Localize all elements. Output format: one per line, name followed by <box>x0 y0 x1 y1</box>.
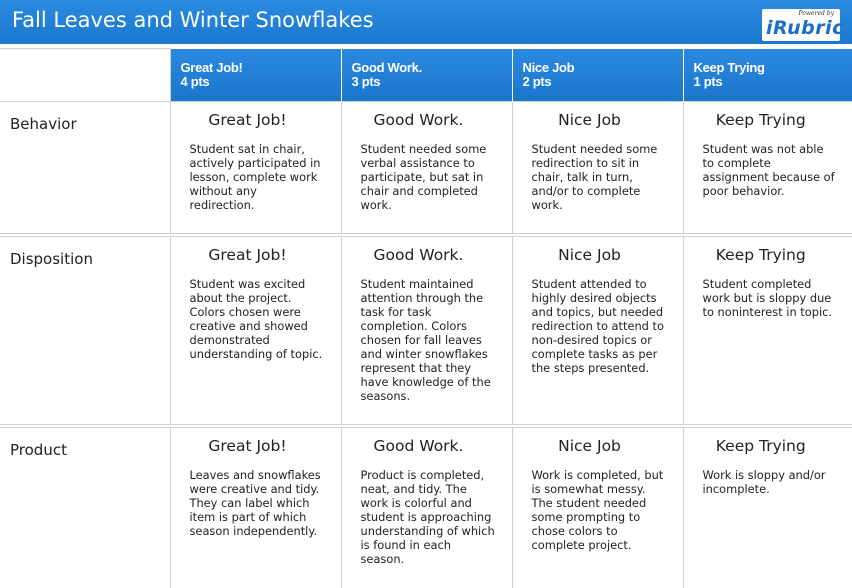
rubric-cell[interactable] <box>512 237 683 425</box>
page-title: Fall Leaves and Winter Snowflakes <box>12 8 374 32</box>
cell-description: Student completed work but is sloppy due to noninterest in topic. <box>703 277 839 319</box>
rubric-cell[interactable] <box>341 237 512 425</box>
cell-description: Student maintained attention through the task for task completion. Colors chosen for fall leaves and winter snowflakes represent that they have knowledge of the seasons. <box>361 277 496 403</box>
cell-description: Student sat in chair, actively participated in lesson, complete work without any redirection. <box>190 142 325 212</box>
rubric-cell[interactable] <box>683 237 852 425</box>
irubric-logo[interactable] <box>762 9 840 41</box>
rubric-cell[interactable] <box>683 102 852 234</box>
cell-description: Student needed some redirection to sit in chair, talk in turn, and/or to complete work. <box>532 142 667 212</box>
rubric-cell[interactable] <box>512 102 683 234</box>
cell-description: Student attended to highly desired objects and topics, but needed redirection to attend to non-desired topics or complete tasks as per the steps presented. <box>532 277 667 375</box>
level-header-row <box>0 49 852 102</box>
rubric-cell[interactable] <box>512 428 683 588</box>
rubric-table <box>0 48 852 588</box>
cell-title: Good Work. <box>342 437 496 455</box>
cell-title: Nice Job <box>513 111 667 129</box>
level-header-4 <box>170 49 341 102</box>
criterion-name: Product <box>10 441 67 459</box>
level-name: Good Work. <box>352 61 512 75</box>
level-name: Keep Trying <box>694 61 852 75</box>
criterion-cell <box>0 237 170 425</box>
cell-title: Great Job! <box>171 437 325 455</box>
cell-description: Product is completed, neat, and tidy. The work is colorful and student is approaching understanding of which is found in each season. <box>361 468 496 566</box>
logo-name: iRubric <box>766 17 844 39</box>
cell-title: Nice Job <box>513 246 667 264</box>
cell-description: Student was excited about the project. Colors chosen were creative and showed demonstrated understanding of topic. <box>190 277 325 361</box>
level-header-3 <box>341 49 512 102</box>
criterion-cell <box>0 102 170 234</box>
cell-title: Keep Trying <box>684 246 839 264</box>
title-bar <box>0 0 852 44</box>
level-header-1 <box>683 49 852 102</box>
rubric-cell[interactable] <box>683 428 852 588</box>
criterion-row-disposition <box>0 237 852 425</box>
rubric-cell[interactable] <box>170 428 341 588</box>
cell-title: Good Work. <box>342 111 496 129</box>
corner-cell <box>0 49 170 102</box>
level-points: 2 pts <box>523 75 683 89</box>
cell-title: Great Job! <box>171 111 325 129</box>
criterion-name: Disposition <box>10 250 93 268</box>
rubric-cell[interactable] <box>341 428 512 588</box>
cell-description: Leaves and snowflakes were creative and tidy. They can label which item is part of which season independently. <box>190 468 325 538</box>
level-name: Great Job! <box>181 61 341 75</box>
level-points: 4 pts <box>181 75 341 89</box>
cell-title: Nice Job <box>513 437 667 455</box>
cell-title: Keep Trying <box>684 111 839 129</box>
cell-title: Good Work. <box>342 246 496 264</box>
level-header-2 <box>512 49 683 102</box>
cell-description: Work is completed, but is somewhat messy. The student needed some prompting to chose colors to complete project. <box>532 468 667 552</box>
rubric-cell[interactable] <box>170 237 341 425</box>
cell-title: Great Job! <box>171 246 325 264</box>
criterion-name: Behavior <box>10 115 77 133</box>
cell-description: Student needed some verbal assistance to participate, but sat in chair and completed work. <box>361 142 496 212</box>
level-points: 1 pts <box>694 75 852 89</box>
cell-title: Keep Trying <box>684 437 839 455</box>
cell-description: Student was not able to complete assignment because of poor behavior. <box>703 142 839 198</box>
criterion-row-product <box>0 428 852 588</box>
level-name: Nice Job <box>523 61 683 75</box>
rubric-cell[interactable] <box>170 102 341 234</box>
rubric-cell[interactable] <box>341 102 512 234</box>
level-points: 3 pts <box>352 75 512 89</box>
criterion-cell <box>0 428 170 588</box>
cell-description: Work is sloppy and/or incomplete. <box>703 468 839 496</box>
criterion-row-behavior <box>0 102 852 234</box>
logo-tagline: Powered by <box>799 10 835 17</box>
